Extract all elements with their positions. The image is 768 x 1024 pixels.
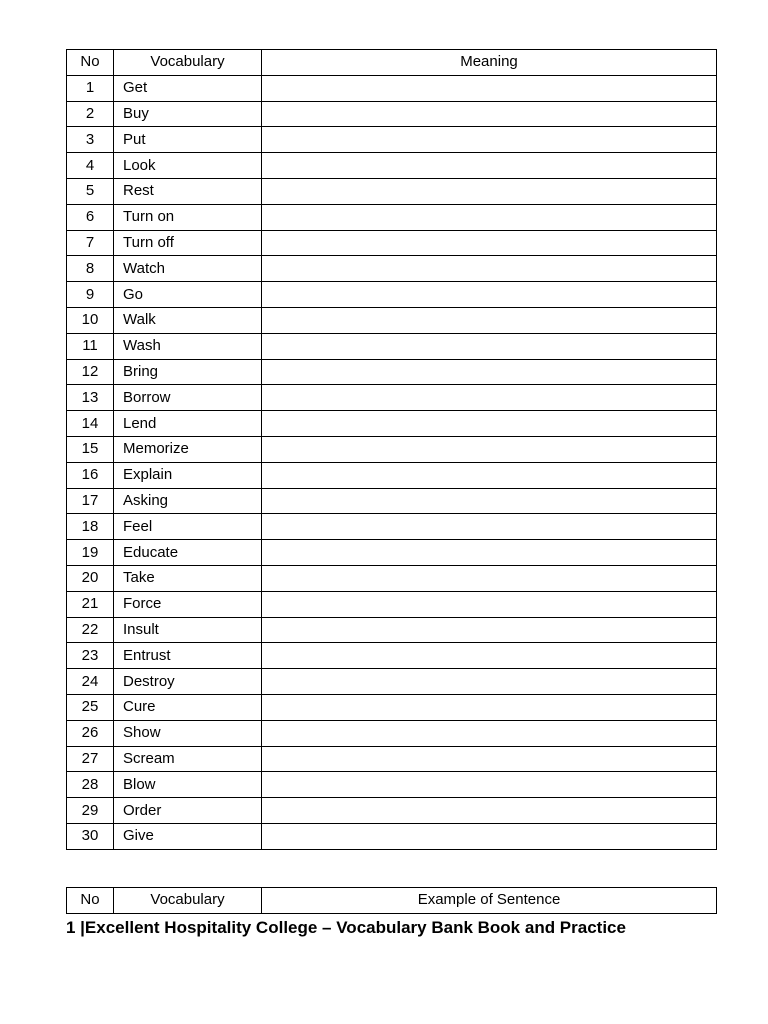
row-number: 23 bbox=[67, 643, 114, 669]
table-row bbox=[67, 643, 717, 669]
vocabulary-word: Blow bbox=[114, 772, 262, 798]
header-example-sentence: Example of Sentence bbox=[262, 888, 717, 914]
table-row bbox=[67, 75, 717, 101]
meaning-cell[interactable] bbox=[262, 204, 717, 230]
row-number: 8 bbox=[67, 256, 114, 282]
row-number: 15 bbox=[67, 436, 114, 462]
row-number: 7 bbox=[67, 230, 114, 256]
vocabulary-word: Buy bbox=[114, 101, 262, 127]
header-vocabulary: Vocabulary bbox=[114, 888, 262, 914]
table-row bbox=[67, 333, 717, 359]
vocabulary-word: Take bbox=[114, 565, 262, 591]
meaning-cell[interactable] bbox=[262, 462, 717, 488]
table-row bbox=[67, 669, 717, 695]
table-row bbox=[67, 514, 717, 540]
row-number: 5 bbox=[67, 178, 114, 204]
meaning-cell[interactable] bbox=[262, 488, 717, 514]
table-row bbox=[67, 540, 717, 566]
table-row bbox=[67, 436, 717, 462]
header-no: No bbox=[67, 888, 114, 914]
row-number: 27 bbox=[67, 746, 114, 772]
meaning-cell[interactable] bbox=[262, 411, 717, 437]
vocabulary-word: Bring bbox=[114, 359, 262, 385]
vocabulary-word: Explain bbox=[114, 462, 262, 488]
table-row bbox=[67, 153, 717, 179]
table-header-row bbox=[67, 888, 717, 914]
row-number: 16 bbox=[67, 462, 114, 488]
table-row bbox=[67, 411, 717, 437]
vocabulary-word: Borrow bbox=[114, 385, 262, 411]
vocabulary-example-table bbox=[66, 887, 717, 914]
meaning-cell[interactable] bbox=[262, 823, 717, 849]
meaning-cell[interactable] bbox=[262, 565, 717, 591]
vocabulary-word: Scream bbox=[114, 746, 262, 772]
meaning-cell[interactable] bbox=[262, 359, 717, 385]
vocabulary-word: Wash bbox=[114, 333, 262, 359]
meaning-cell[interactable] bbox=[262, 643, 717, 669]
table-row bbox=[67, 282, 717, 308]
table-header-row bbox=[67, 50, 717, 76]
row-number: 3 bbox=[67, 127, 114, 153]
header-no: No bbox=[67, 50, 114, 76]
table-row bbox=[67, 720, 717, 746]
meaning-cell[interactable] bbox=[262, 307, 717, 333]
table-row bbox=[67, 101, 717, 127]
vocabulary-word: Turn on bbox=[114, 204, 262, 230]
meaning-cell[interactable] bbox=[262, 436, 717, 462]
vocabulary-word: Educate bbox=[114, 540, 262, 566]
vocabulary-word: Lend bbox=[114, 411, 262, 437]
table-row bbox=[67, 746, 717, 772]
vocabulary-word: Go bbox=[114, 282, 262, 308]
table-row bbox=[67, 488, 717, 514]
vocabulary-word: Look bbox=[114, 153, 262, 179]
row-number: 9 bbox=[67, 282, 114, 308]
vocabulary-meaning-table bbox=[66, 49, 717, 850]
row-number: 21 bbox=[67, 591, 114, 617]
meaning-cell[interactable] bbox=[262, 178, 717, 204]
table-row bbox=[67, 178, 717, 204]
vocabulary-word: Put bbox=[114, 127, 262, 153]
vocabulary-word: Rest bbox=[114, 178, 262, 204]
meaning-cell[interactable] bbox=[262, 798, 717, 824]
vocabulary-word: Force bbox=[114, 591, 262, 617]
table-row bbox=[67, 694, 717, 720]
table-row bbox=[67, 798, 717, 824]
vocabulary-word: Insult bbox=[114, 617, 262, 643]
table-row bbox=[67, 565, 717, 591]
row-number: 11 bbox=[67, 333, 114, 359]
meaning-cell[interactable] bbox=[262, 772, 717, 798]
row-number: 12 bbox=[67, 359, 114, 385]
table-row bbox=[67, 617, 717, 643]
vocabulary-word: Give bbox=[114, 823, 262, 849]
vocabulary-word: Order bbox=[114, 798, 262, 824]
header-meaning: Meaning bbox=[262, 50, 717, 76]
row-number: 19 bbox=[67, 540, 114, 566]
meaning-cell[interactable] bbox=[262, 282, 717, 308]
table-row bbox=[67, 230, 717, 256]
table-row bbox=[67, 204, 717, 230]
row-number: 24 bbox=[67, 669, 114, 695]
row-number: 2 bbox=[67, 101, 114, 127]
row-number: 28 bbox=[67, 772, 114, 798]
vocabulary-word: Feel bbox=[114, 514, 262, 540]
row-number: 4 bbox=[67, 153, 114, 179]
vocabulary-word: Memorize bbox=[114, 436, 262, 462]
meaning-cell[interactable] bbox=[262, 153, 717, 179]
meaning-cell[interactable] bbox=[262, 333, 717, 359]
row-number: 17 bbox=[67, 488, 114, 514]
vocabulary-word: Turn off bbox=[114, 230, 262, 256]
table-row bbox=[67, 307, 717, 333]
header-vocabulary: Vocabulary bbox=[114, 50, 262, 76]
meaning-cell[interactable] bbox=[262, 256, 717, 282]
table-row bbox=[67, 462, 717, 488]
vocabulary-word: Entrust bbox=[114, 643, 262, 669]
meaning-cell[interactable] bbox=[262, 514, 717, 540]
vocabulary-word: Show bbox=[114, 720, 262, 746]
vocabulary-word: Watch bbox=[114, 256, 262, 282]
row-number: 13 bbox=[67, 385, 114, 411]
row-number: 20 bbox=[67, 565, 114, 591]
vocabulary-word: Asking bbox=[114, 488, 262, 514]
row-number: 22 bbox=[67, 617, 114, 643]
row-number: 1 bbox=[67, 75, 114, 101]
meaning-cell[interactable] bbox=[262, 127, 717, 153]
meaning-cell[interactable] bbox=[262, 617, 717, 643]
meaning-cell[interactable] bbox=[262, 385, 717, 411]
row-number: 10 bbox=[67, 307, 114, 333]
row-number: 29 bbox=[67, 798, 114, 824]
page-footer: 1 |Excellent Hospitality College – Vocabulary Bank Book and Practice bbox=[66, 918, 626, 937]
table-row bbox=[67, 359, 717, 385]
table-row bbox=[67, 591, 717, 617]
table-row bbox=[67, 772, 717, 798]
table-row bbox=[67, 823, 717, 849]
row-number: 14 bbox=[67, 411, 114, 437]
meaning-cell[interactable] bbox=[262, 746, 717, 772]
table-row bbox=[67, 256, 717, 282]
meaning-cell[interactable] bbox=[262, 669, 717, 695]
meaning-cell[interactable] bbox=[262, 591, 717, 617]
meaning-cell[interactable] bbox=[262, 230, 717, 256]
row-number: 30 bbox=[67, 823, 114, 849]
table-row bbox=[67, 385, 717, 411]
row-number: 18 bbox=[67, 514, 114, 540]
meaning-cell[interactable] bbox=[262, 720, 717, 746]
row-number: 26 bbox=[67, 720, 114, 746]
meaning-cell[interactable] bbox=[262, 75, 717, 101]
meaning-cell[interactable] bbox=[262, 540, 717, 566]
vocabulary-word: Cure bbox=[114, 694, 262, 720]
meaning-cell[interactable] bbox=[262, 694, 717, 720]
meaning-cell[interactable] bbox=[262, 101, 717, 127]
row-number: 25 bbox=[67, 694, 114, 720]
vocabulary-word: Walk bbox=[114, 307, 262, 333]
vocabulary-word: Destroy bbox=[114, 669, 262, 695]
row-number: 6 bbox=[67, 204, 114, 230]
vocabulary-word: Get bbox=[114, 75, 262, 101]
table-row bbox=[67, 127, 717, 153]
